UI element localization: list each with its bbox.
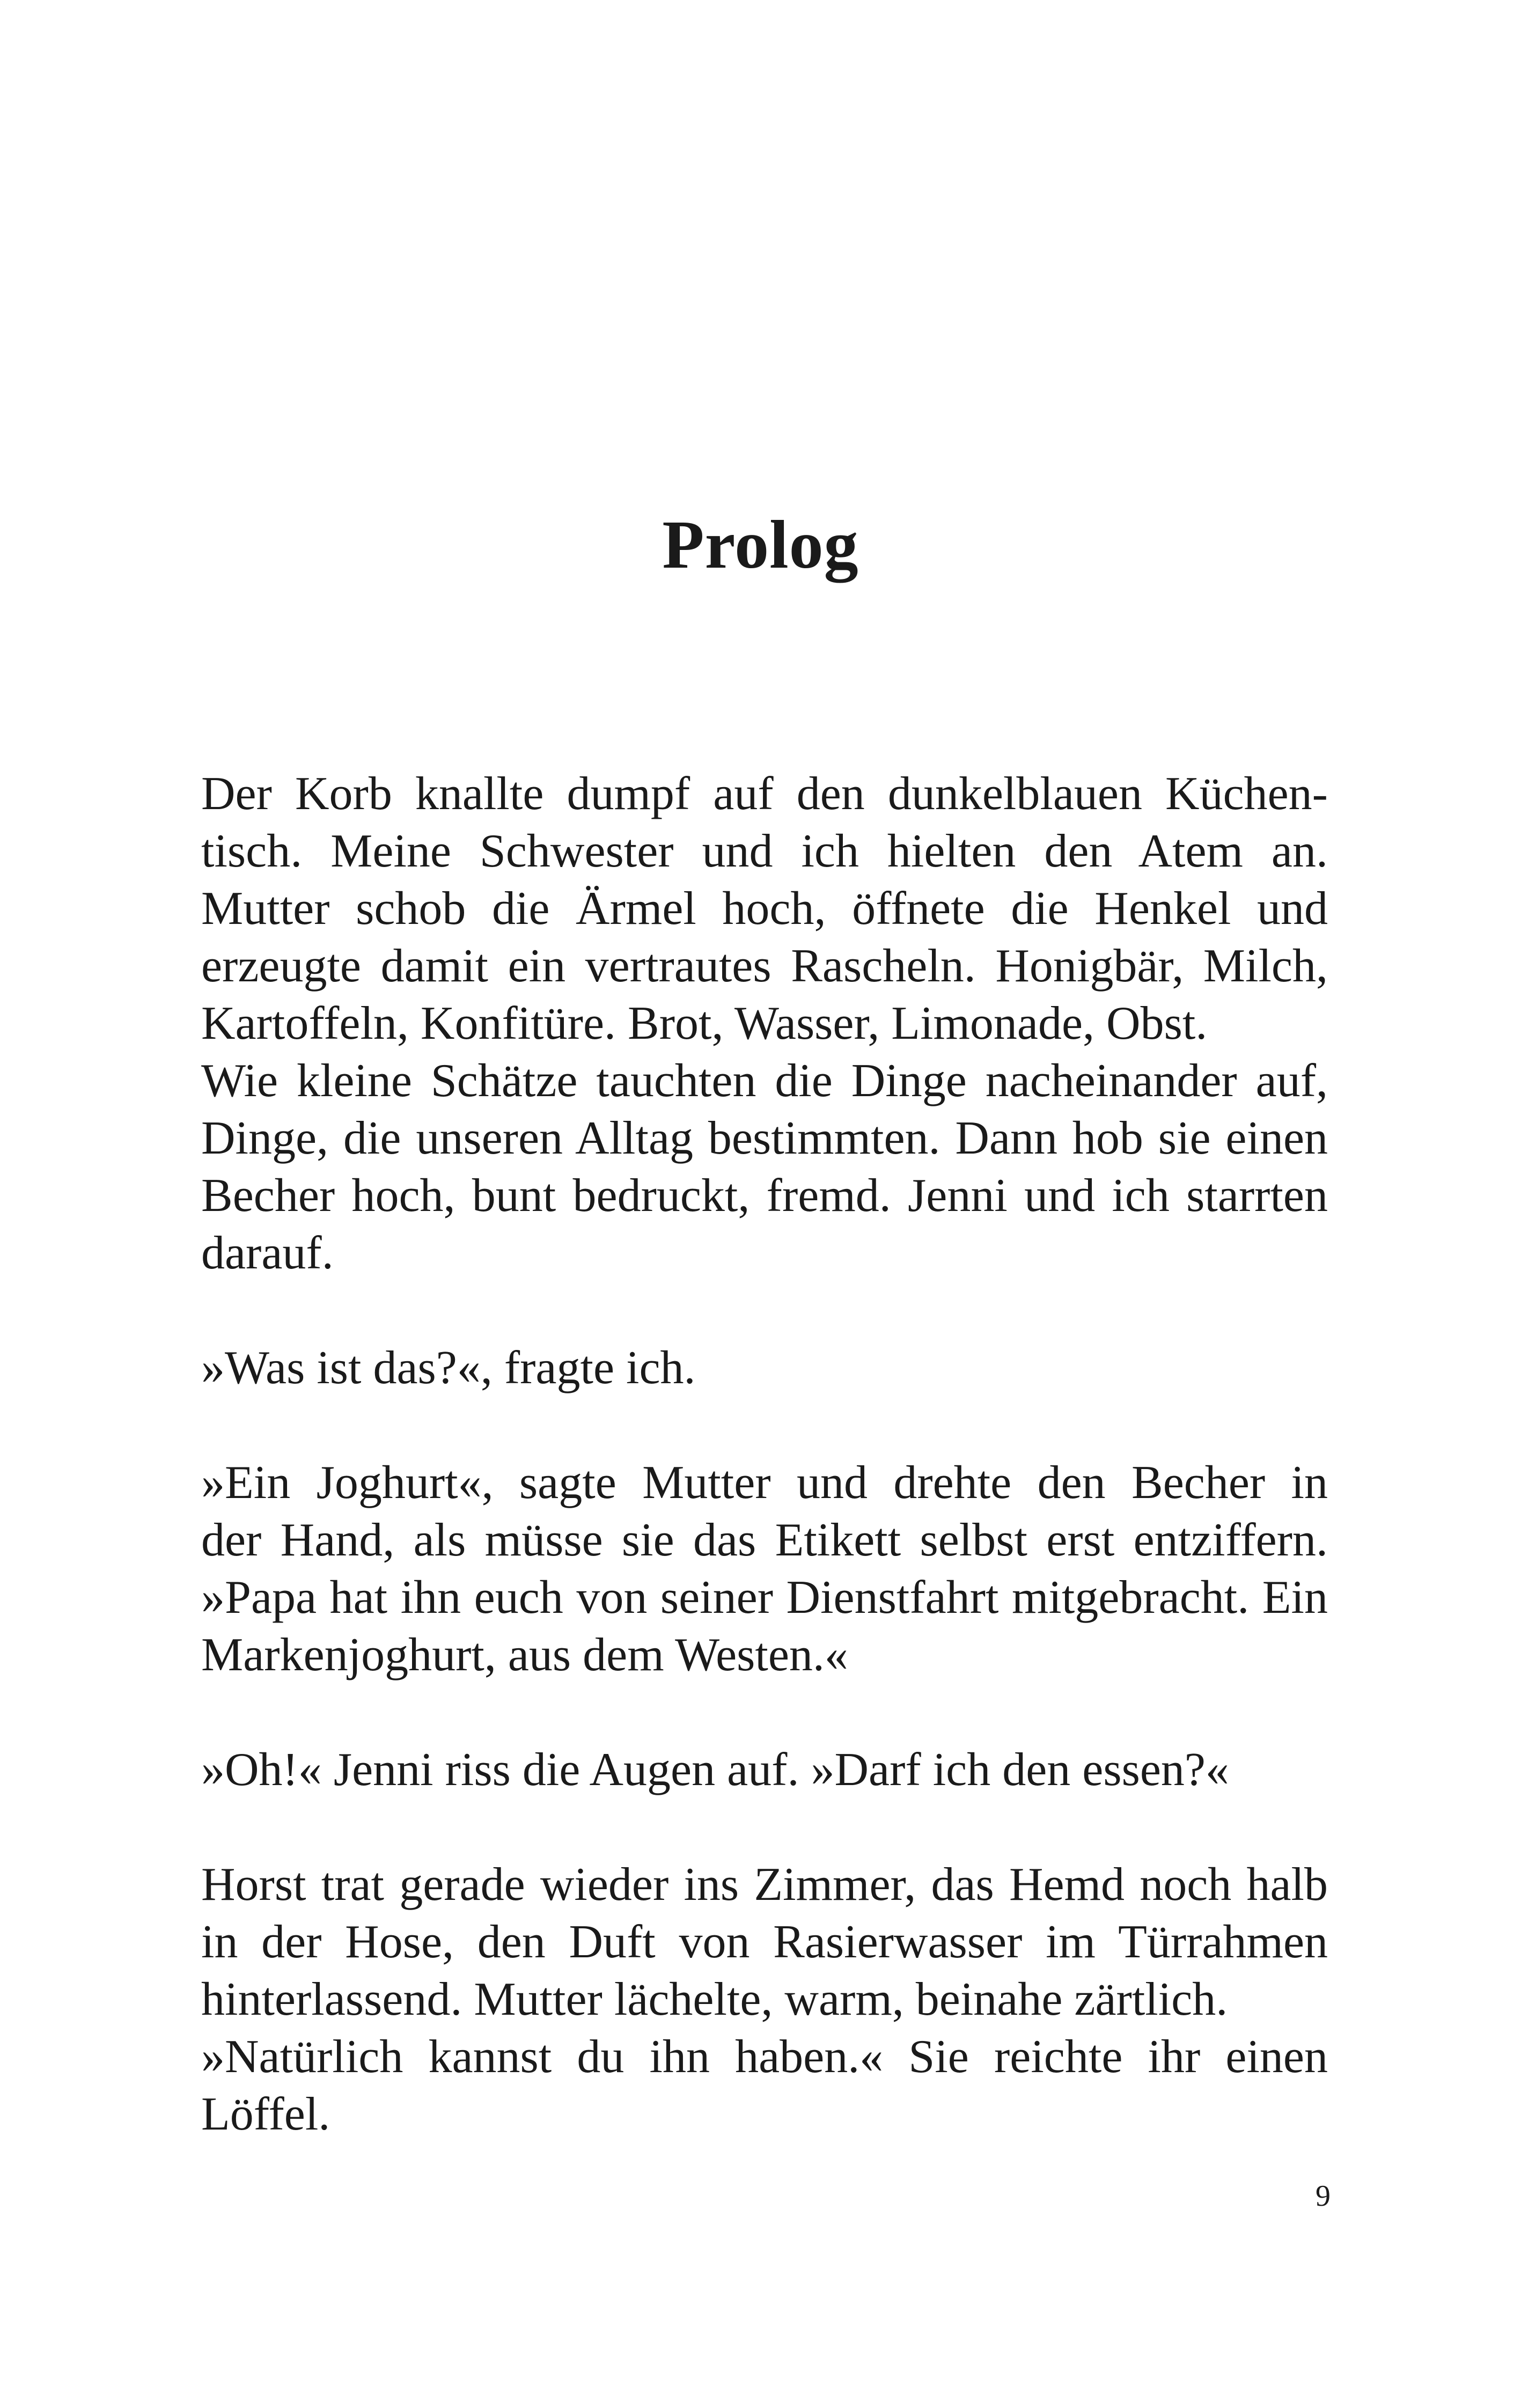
text-line: Löffel. — [201, 2088, 330, 2140]
text-line: Dinge, die unseren Alltag bestimmten. Dann hob sie einen — [201, 1112, 1328, 1164]
text-line: erzeugte damit ein vertrautes Rascheln. Honigbär, Milch, — [201, 940, 1328, 992]
text-line: Mutter schob die Ärmel hoch, öffnete die Henkel und — [201, 883, 1328, 935]
text-line: Becher hoch, bunt bedruckt, fremd. Jenni und ich starrten — [201, 1170, 1328, 1222]
text-line: in der Hose, den Duft von Rasierwasser im Türrahmen — [201, 1916, 1328, 1968]
paragraph-5 — [201, 1856, 1328, 2143]
text-line: Markenjoghurt, aus dem Westen.« — [201, 1629, 848, 1681]
text-line: »Ein Joghurt«, sagte Mutter und drehte den Becher in — [201, 1457, 1328, 1509]
text-line: hinterlassend. Mutter lächelte, warm, beinahe zärtlich. — [201, 1973, 1228, 2025]
text-line: Kartoffeln, Konfitüre. Brot, Wasser, Limonade, Obst. — [201, 997, 1208, 1049]
text-line: »Papa hat ihn euch von seiner Dienstfahrt mitgebracht. Ein — [201, 1572, 1328, 1624]
text-line: tisch. Meine Schwester und ich hielten den Atem an. — [201, 825, 1328, 877]
paragraph-1 — [201, 765, 1328, 1282]
text-line: »Was ist das?«, fragte ich. — [201, 1342, 696, 1394]
text-line: »Oh!« Jenni riss die Augen auf. »Darf ich den essen?« — [201, 1744, 1229, 1796]
text-line: »Natürlich kannst du ihn haben.« Sie reichte ihr einen — [201, 2031, 1328, 2083]
text-line: darauf. — [201, 1227, 334, 1279]
text-line: Horst trat gerade wieder ins Zimmer, das Hemd noch halb — [201, 1859, 1328, 1911]
chapter-title: Prolog — [662, 506, 859, 583]
paragraph-4 — [201, 1741, 1328, 1798]
text-line: der Hand, als müsse sie das Etikett selbst erst entziffern. — [201, 1514, 1328, 1566]
text-line: Der Korb knallte dumpf auf den dunkelblauen Küchen- — [201, 768, 1328, 820]
paragraph-3 — [201, 1454, 1328, 1684]
page-number: 9 — [1316, 2179, 1331, 2213]
text-line: Wie kleine Schätze tauchten die Dinge nacheinander auf, — [201, 1055, 1328, 1107]
paragraph-2 — [201, 1339, 1328, 1397]
